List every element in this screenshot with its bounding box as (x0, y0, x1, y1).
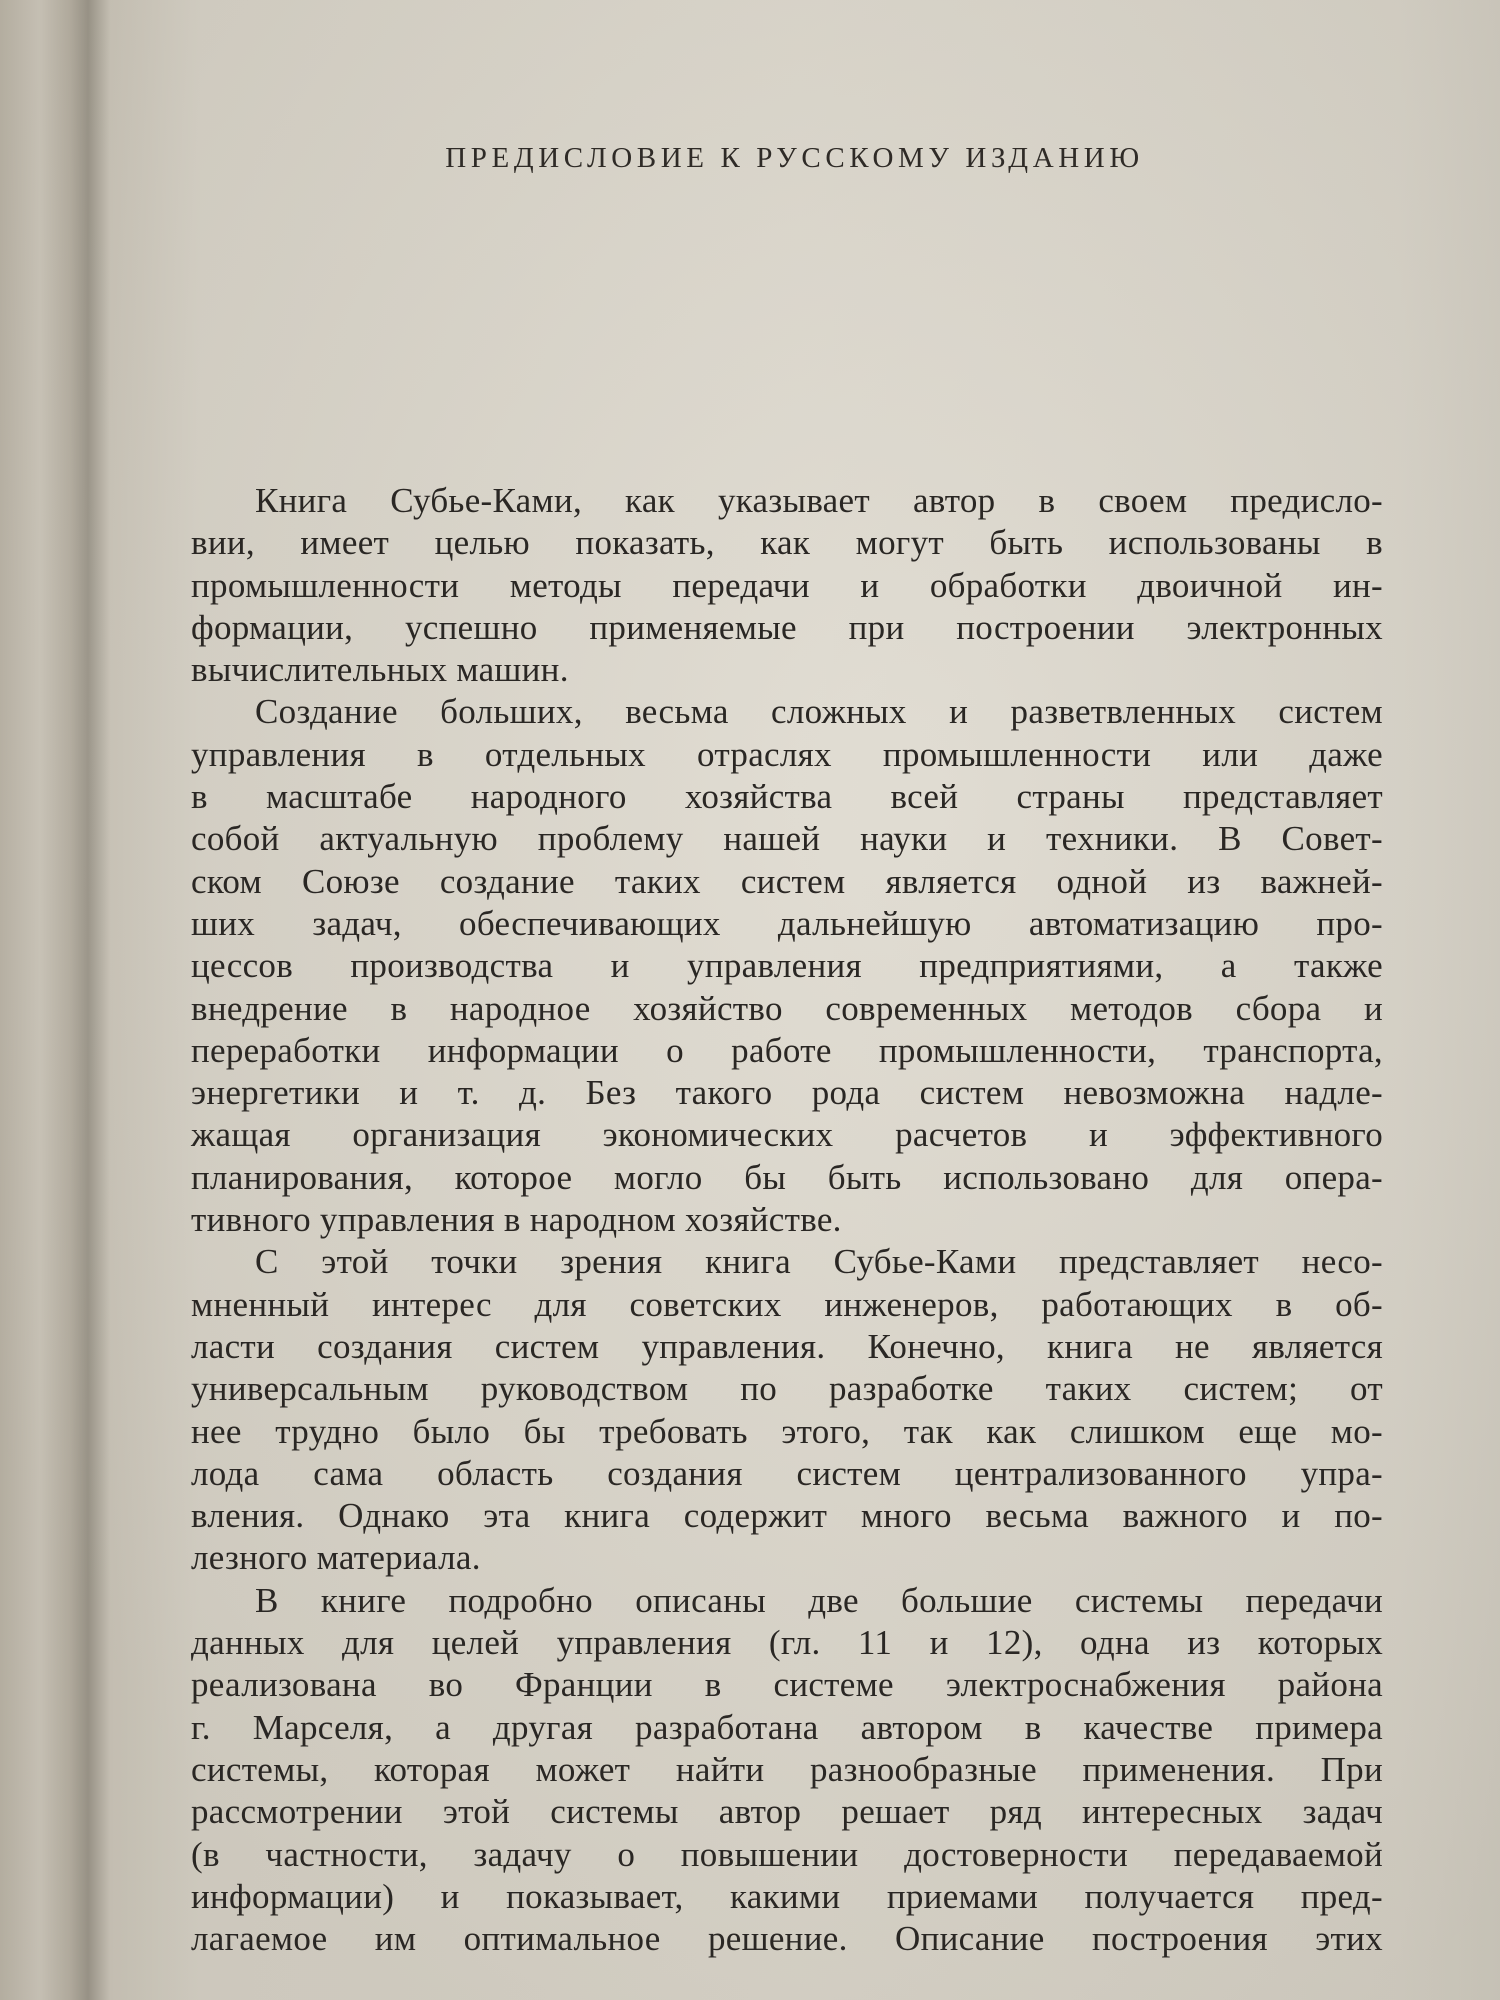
text-line: собой актуальную проблему нашей науки и техники. В Совет- (191, 819, 1383, 859)
text-line: ском Союзе создание таких систем является одной из важней- (191, 861, 1383, 901)
text-line: данных для целей управления (гл. 11 и 12), одна из которых (191, 1623, 1383, 1663)
text-line: вычислительных машин. (191, 650, 569, 690)
text-line: переработки информации о работе промышленности, транспорта, (191, 1030, 1383, 1070)
text-line: планирования, которое могло бы быть использовано для опера- (191, 1157, 1383, 1197)
text-line: жащая организация экономических расчетов и эффективного (191, 1115, 1383, 1155)
text-line: формации, успешно применяемые при построении электронных (191, 607, 1383, 647)
text-line: лезного материала. (191, 1538, 481, 1578)
text-line: ших задач, обеспечивающих дальнейшую автоматизацию про- (191, 903, 1383, 943)
text-line: Создание больших, весьма сложных и разветвленных систем (255, 692, 1383, 732)
text-line: энергетики и т. д. Без такого рода систем невозможна надле- (191, 1073, 1383, 1113)
text-line: (в частности, задачу о повышении достоверности передаваемой (191, 1834, 1383, 1874)
text-line: вления. Однако эта книга содержит много весьма важного и по- (191, 1496, 1383, 1536)
text-line: вии, имеет целью показать, как могут быть использованы в (191, 523, 1383, 563)
text-line: тивного управления в народном хозяйстве. (191, 1200, 842, 1240)
paragraph (191, 1241, 1383, 1579)
text-line: лода сама область создания систем централизованного упра- (191, 1453, 1383, 1493)
page-title: ПРЕДИСЛОВИЕ К РУССКОМУ ИЗДАНИЮ (445, 142, 1144, 174)
text-line: информации) и показывает, какими приемами получается пред- (191, 1876, 1383, 1916)
body-text (191, 480, 1383, 1960)
text-line: в масштабе народного хозяйства всей страны представляет (191, 777, 1383, 817)
text-line: лагаемое им оптимальное решение. Описание построения этих (191, 1919, 1383, 1959)
text-line: С этой точки зрения книга Субье-Ками представляет несо- (255, 1242, 1383, 1282)
text-line: мненный интерес для советских инженеров, работающих в об- (191, 1284, 1383, 1324)
text-line: ласти создания систем управления. Конечно, книга не является (191, 1326, 1383, 1366)
paragraph (191, 480, 1383, 691)
text-line: универсальным руководством по разработке таких систем; от (191, 1369, 1383, 1409)
paragraph (191, 1580, 1383, 1961)
text-line: нее трудно было бы требовать этого, так как слишком еще мо- (191, 1411, 1383, 1451)
text-line: реализована во Франции в системе электроснабжения района (191, 1665, 1383, 1705)
text-line: В книге подробно описаны две большие системы передачи (255, 1580, 1383, 1620)
text-line: г. Марселя, а другая разработана автором в качестве примера (191, 1707, 1383, 1747)
text-line: промышленности методы передачи и обработки двоичной ин- (191, 565, 1383, 605)
paragraph (191, 691, 1383, 1241)
text-line: внедрение в народное хозяйство современных методов сбора и (191, 988, 1383, 1028)
text-line: цессов производства и управления предприятиями, а также (191, 946, 1383, 986)
text-line: рассмотрении этой системы автор решает ряд интересных задач (191, 1792, 1383, 1832)
text-line: управления в отдельных отраслях промышленности или даже (191, 734, 1383, 774)
text-line: системы, которая может найти разнообразные применения. При (191, 1749, 1383, 1789)
text-line: Книга Субье-Ками, как указывает автор в своем предисло- (255, 481, 1383, 520)
